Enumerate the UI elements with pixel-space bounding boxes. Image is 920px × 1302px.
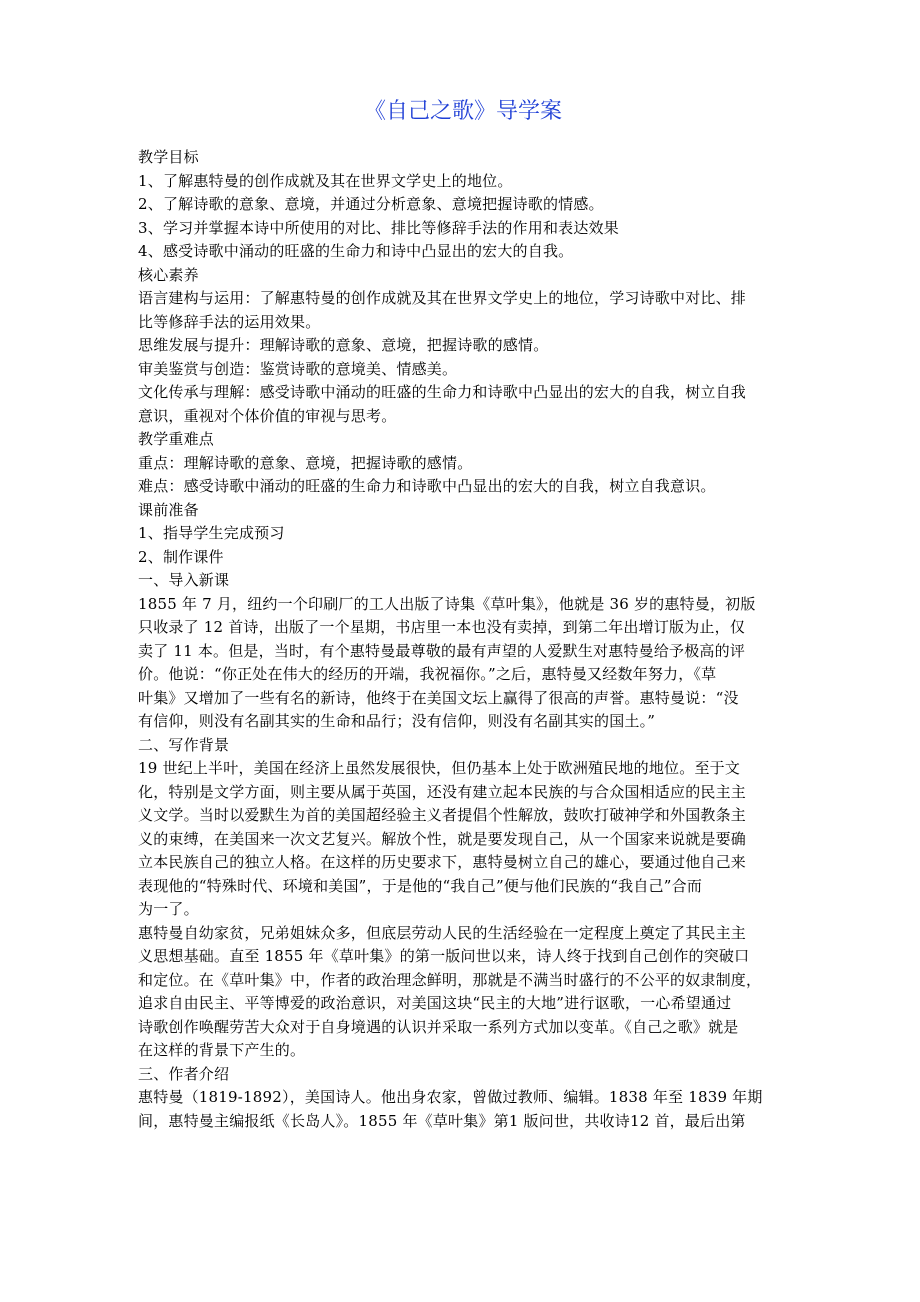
text-line: 审美鉴赏与创造：鉴赏诗歌的意境美、情感美。	[138, 359, 458, 378]
text-line: 意识，重视对个体价值的审视与思考。	[138, 406, 397, 425]
text-line: 4、感受诗歌中涌动的旺盛的生命力和诗中凸显出的宏大的自我。	[138, 242, 574, 260]
text-line: 化，特别是文学方面，则主要从属于英国，还没有建立起本民族的与合众国相适应的民主主	[138, 782, 747, 801]
text-line: 义的束缚，在美国来一次文艺复兴。解放个性，就是要发现自己，从一个国家来说就是要确	[138, 829, 747, 848]
document-body	[138, 146, 788, 1133]
text-line: 和定位。在《草叶集》中，作者的政治理念鲜明，那就是不满当时盛行的不公平的奴隶制度，	[138, 970, 762, 989]
text-line: 19 世纪上半叶，美国在经济上虽然发展很快，但仍基本上处于欧洲殖民地的地位。至于文	[138, 759, 741, 777]
text-line: 3、学习并掌握本诗中所使用的对比、排比等修辞手法的作用和表达效果	[138, 218, 619, 237]
text-line: 价。他说：“你正处在伟大的经历的开端，我祝福你。”之后，惠特曼又经数年努力，《草	[138, 665, 717, 683]
document-title: 《自己之歌》导学案	[363, 99, 562, 124]
text-line: 惠特曼自幼家贫，兄弟姐妹众多，但底层劳动人民的生活经验在一定程度上奠定了其民主主	[138, 923, 747, 942]
text-line: 1、指导学生完成预习	[138, 524, 285, 542]
text-line: 语言建构与运用：了解惠特曼的创作成就及其在世界文学史上的地位，学习诗歌中对比、排	[138, 289, 747, 307]
section-heading-background: 二、写作背景	[138, 735, 230, 754]
text-line: 思维发展与提升：理解诗歌的意象、意境，把握诗歌的感情。	[138, 336, 549, 354]
text-line: 1、了解惠特曼的创作成就及其在世界文学史上的地位。	[138, 171, 513, 190]
text-line: 难点：感受诗歌中涌动的旺盛的生命力和诗歌中凸显出的宏大的自我，树立自我意识。	[138, 477, 716, 495]
section-heading-core-literacy: 核心素养	[138, 265, 199, 284]
text-line: 在这样的背景下产生的。	[138, 1041, 306, 1059]
text-line: 义文学。当时以爱默生为首的美国超经验主义者提倡个性解放，鼓吹打破神学和外国教条主	[138, 806, 747, 824]
text-line: 重点：理解诗歌的意象、意境，把握诗歌的感情。	[138, 453, 473, 472]
text-line: 叶集》又增加了一些有名的新诗，他终于在美国文坛上赢得了很高的声誉。惠特曼说：“没	[138, 688, 739, 707]
section-heading-preparation: 课前准备	[138, 500, 199, 519]
text-line: 卖了 11 本。但是，当时，有个惠特曼最尊敬的最有声望的人爱默生对惠特曼给予极高的评	[138, 641, 746, 660]
text-line: 惠特曼（1819-1892），美国诗人。他出身农家，曾做过教师、编辑。1838 年至 1839 年期	[138, 1088, 763, 1106]
text-line: 2、制作课件	[138, 547, 224, 566]
section-heading-author: 三、作者介绍	[138, 1064, 230, 1083]
text-line: 立本民族自己的独立人格。在这样的历史要求下，惠特曼树立自己的雄心，要通过他自己来	[138, 853, 747, 871]
text-line: 间，惠特曼主编报纸《长岛人》。1855 年《草叶集》第1 版问世，共收诗12 首，最后出第	[138, 1111, 746, 1130]
text-line: 义思想基础。直至 1855 年《草叶集》的第一版问世以来，诗人终于找到自己创作的突破口	[138, 947, 750, 965]
text-line: 只收录了 12 首诗，出版了一个星期，书店里一本也没有卖掉，到第二年出增订版为止，仅	[138, 618, 746, 636]
text-line: 为一了。	[138, 900, 199, 918]
section-heading-key-points: 教学重难点	[138, 430, 215, 448]
text-line: 表现他的“特殊时代、环境和美国”，于是他的“我自己”便与他们民族的“我自己”合而	[138, 876, 703, 895]
section-heading-introduction: 一、导入新课	[138, 571, 230, 589]
section-heading-teaching-goals: 教学目标	[138, 148, 199, 166]
text-line: 比等修辞手法的运用效果。	[138, 312, 321, 331]
text-line: 追求自由民主、平等博爱的政治意识，对美国这块“民主的大地”进行讴歌，一心希望通过	[138, 994, 732, 1012]
text-line: 文化传承与理解：感受诗歌中涌动的旺盛的生命力和诗歌中凸显出的宏大的自我，树立自我	[138, 383, 747, 401]
text-line: 诗歌创作唤醒劳苦大众对于自身境遇的认识并采取一系列方式加以变革。《自己之歌》就是	[138, 1017, 739, 1036]
text-line: 有信仰，则没有名副其实的生命和品行；没有信仰，则没有名副其实的国土。”	[138, 712, 656, 730]
text-line: 1855 年 7 月，纽约一个印刷厂的工人出版了诗集《草叶集》，他就是 36 岁的惠特曼，初版	[138, 594, 756, 613]
text-line: 2、了解诗歌的意象、意境，并通过分析意象、意境把握诗歌的情感。	[138, 195, 604, 213]
